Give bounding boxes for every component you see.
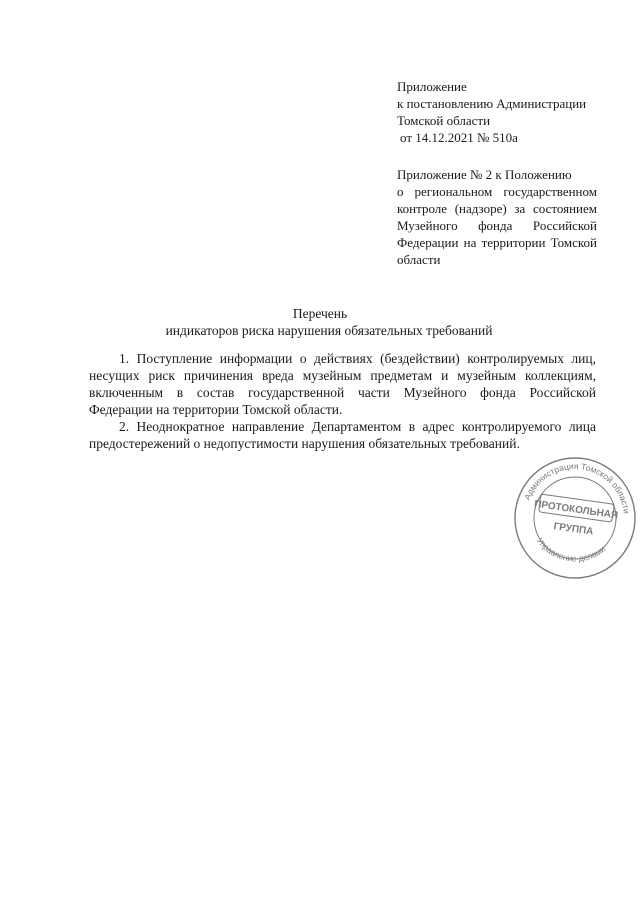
approval-date-line: от 14.12.2021 № 510а	[400, 130, 518, 145]
approval-line: Томской области	[397, 113, 491, 128]
approval-line: Приложение	[397, 79, 467, 94]
document-body	[89, 350, 596, 452]
title-line-1: Перечень	[292, 306, 348, 321]
item-1-line: Федерации на территории Томской области.	[89, 402, 343, 417]
item-2-line: 2. Неоднократное направление Департаментом в адрес контролируемого лица	[119, 419, 596, 434]
approval-header	[397, 78, 597, 146]
approval-line: к постановлению Администрации	[397, 96, 587, 111]
item-1-line: 1. Поступление информации о действиях (бездействии) контролируемых лиц,	[119, 351, 596, 366]
regulation-line: Приложение № 2 к Положению	[397, 167, 572, 182]
stamp-bottom-text: Управление делами	[534, 535, 608, 564]
regulation-header	[397, 166, 597, 268]
stamp-inner-text-2: ГРУППА	[552, 521, 594, 538]
regulation-line: о региональном государственном	[397, 184, 597, 199]
title-line-2: индикаторов риска нарушения обязательных требований	[165, 323, 493, 338]
stamp-seal	[512, 455, 638, 581]
regulation-line: контроле (надзоре) за состоянием	[397, 201, 597, 216]
stamp-top-text: Администрация Томской области	[521, 460, 632, 515]
document-title	[0, 305, 640, 339]
stamp-inner-text-1: ПРОТОКОЛЬНАЯ	[533, 498, 619, 522]
regulation-line: Музейного фонда Российской	[397, 218, 597, 233]
regulation-line: области	[397, 252, 441, 267]
item-1-line: несущих риск причинения вреда музейным предметам и музейным коллекциям,	[89, 368, 596, 383]
regulation-line: Федерации на территории Томской	[397, 235, 597, 250]
item-1-line: включенным в состав государственной части Музейного фонда Российской	[89, 385, 596, 400]
item-2-line: предостережений о недопустимости нарушения обязательных требований.	[89, 436, 520, 451]
